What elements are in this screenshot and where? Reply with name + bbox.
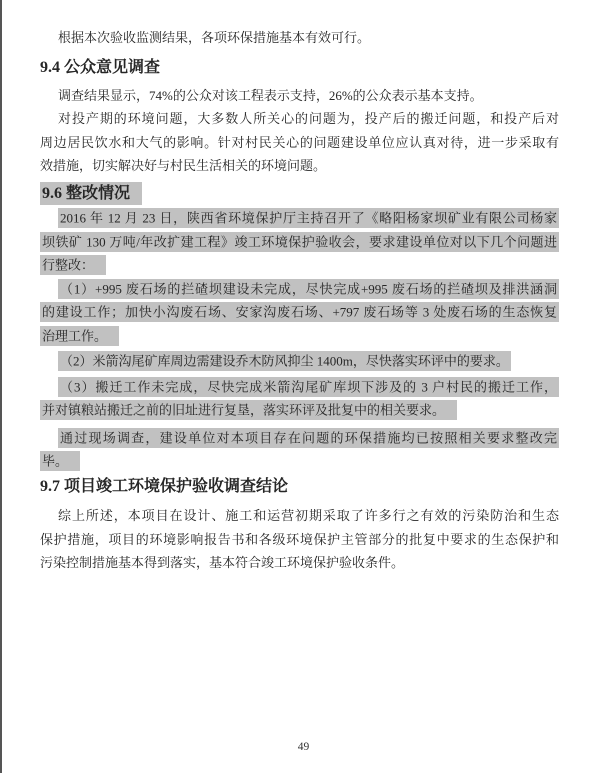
s96-paragraph1-line: 2016 年 12 月 23 日，陕西省环境保护厅主持召开了《略阳杨家坝矿业有限公司杨家	[40, 207, 559, 231]
s96-item1-line: 的建设工作；加快小沟废石场、安家沟废石场、+797 废石场等 3 处废石场的生态恢复	[40, 301, 559, 325]
s97-paragraph1-line: 保护措施，项目的环境影响报告书和各级环境保护主管部分的批复中要求的生态保护和	[40, 531, 559, 547]
s94-paragraph2-line: 周边居民饮水和大气的影响。针对村民关心的问题建设单位应认真对待，进一步采取有	[40, 134, 559, 150]
s96-item2-line: （2）米箭沟尾矿库周边需建设乔木防风抑尘 1400m，尽快落实环评中的要求。	[40, 350, 559, 374]
s94-paragraph1-line: 调查结果显示，74%的公众对该工程表示支持，26%的公众表示基本支持。	[58, 87, 483, 103]
page-left-edge-line	[0, 0, 2, 773]
s94-paragraph2-line: 对投产期的环境问题，大多数人所关心的问题为，投产后的搬迁问题，和投产后对	[58, 111, 559, 126]
s96-paragraph1-line: 坝铁矿 130 万吨/年改扩建工程》竣工环境保护验收会，要求建设单位对以下几个问题进	[40, 230, 559, 254]
s96-paragraph2-line: 毕。	[40, 450, 559, 474]
s97-paragraph1-line: 污染控制措施基本得到落实，基本符合竣工环境保护验收条件。	[40, 555, 405, 570]
intro-paragraph-line: 根据本次验收监测结果，各项环保措施基本有效可行。	[58, 30, 371, 45]
page-number: 49	[297, 741, 310, 753]
s94-paragraph2-line: 效措施，切实解决好与村民生活相关的环境问题。	[40, 158, 327, 173]
s96-item1-line: 治理工作。	[40, 324, 559, 348]
s96-paragraph1-line: 行整改：	[40, 254, 559, 278]
s96-paragraph2-line: 通过现场调查，建设单位对本项目存在问题的环保措施均已按照相关要求整改完	[40, 426, 559, 450]
s96-item1-line: （1）+995 废石场的拦碴坝建设未完成，尽快完成+995 废石场的拦碴坝及排洪涵洞	[40, 277, 559, 301]
section-heading-9-7: 9.7 项目竣工环境保护验收调查结论	[40, 478, 289, 495]
section-heading-9-6: 9.6 整改情况	[40, 180, 559, 207]
s96-item3-line: 并对镇粮站搬迁之前的旧址进行复垦，落实环评及批复中的相关要求。	[40, 399, 559, 423]
document-content	[40, 0, 559, 575]
s96-item3-line: （3）搬迁工作未完成，尽快完成米箭沟尾矿库坝下涉及的 3 户村民的搬迁工作，	[40, 375, 559, 399]
s97-paragraph1-line: 综上所述，本项目在设计、施工和运营初期采取了许多行之有效的污染防治和生态	[58, 508, 559, 523]
section-heading-9-4: 9.4 公众意见调查	[40, 58, 161, 76]
